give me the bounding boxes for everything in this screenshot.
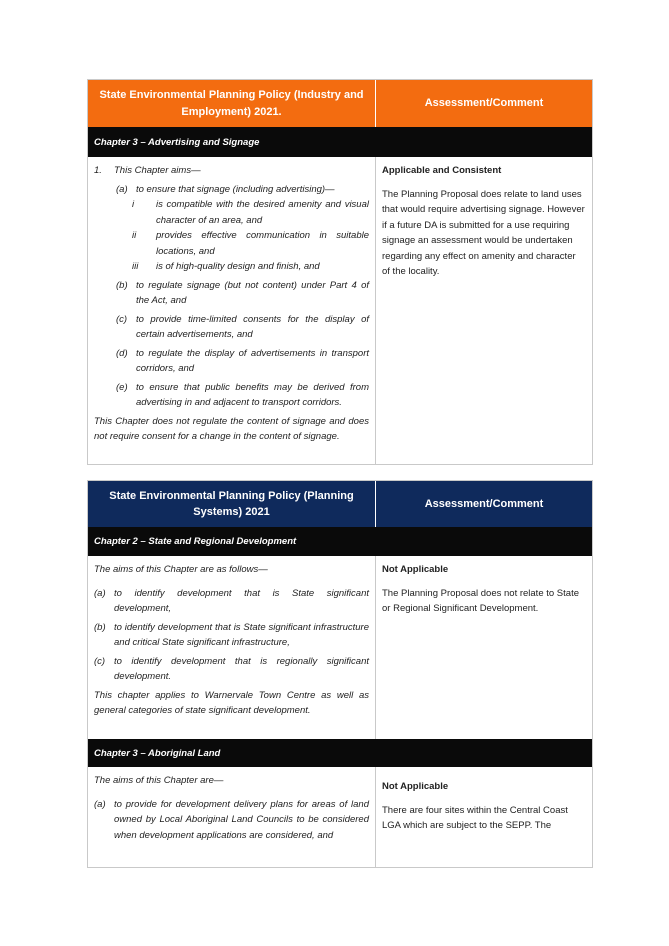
list-item [116,346,369,377]
list-text: to ensure that signage (including advertising)— [136,183,335,195]
assessment-cell [376,767,592,867]
list-marker: (c) [94,655,106,667]
list-marker: (a) [94,587,106,599]
list-text: This Chapter aims— [114,165,201,176]
assessment-verdict: Applicable and Consistent [382,165,502,176]
list-text: to provide time-limited consents for the display of certain advertisements, and [136,313,369,340]
list-marker: (c) [116,313,128,325]
list-marker: ii [132,230,137,241]
table-row [88,157,592,464]
table-row [88,556,592,739]
list-text: to identify development that is State significant infrastructure and critical State significant infrastructure, [114,621,369,648]
assessment-comment: The Planning Proposal does not relate to State or Regional Significant Development. [382,587,579,614]
list-item [116,312,369,343]
sub-list-item [132,259,369,275]
closing-paragraph: This Chapter does not regulate the content of signage and does not require consent for a change in the content of signage. [94,415,369,442]
list-text: to regulate signage (but not content) under Part 4 of the Act, and [136,279,369,306]
assessment-comment: There are four sites within the Central Coast LGA which are subject to the SEPP. The [382,804,568,831]
sub-list-item [132,228,369,259]
list-item [94,654,369,685]
policy-text-cell [88,767,376,867]
assessment-verdict: Not Applicable [382,564,449,575]
list-text: to regulate the display of advertisements in transport corridors, and [136,347,369,374]
header-policy-title: State Environmental Planning Policy (Planning Systems) 2021 [88,481,376,527]
list-item [116,278,369,309]
list-text: provides effective communication in suitable locations, and [156,230,369,257]
assessment-cell [376,556,592,739]
list-marker: (e) [116,381,128,393]
header-policy-title: State Environmental Planning Policy (Industry and Employment) 2021. [88,80,376,127]
table-header [88,80,592,127]
assessment-verdict: Not Applicable [382,781,449,792]
list-marker: (b) [116,279,128,291]
header-assessment: Assessment/Comment [424,497,544,510]
list-item [94,586,369,617]
list-text: is compatible with the desired amenity and visual character of an area, and [156,199,369,226]
chapter-intro: The aims of this Chapter are as follows— [94,564,268,575]
chapter-heading: Chapter 3 – Aboriginal Land [88,739,592,767]
assessment-cell [376,157,592,464]
list-text: is of high-quality design and finish, and [156,261,320,272]
list-item [116,182,369,198]
list-text: to identify development that is regionally significant development. [114,655,369,682]
list-item [94,620,369,651]
list-marker: (a) [94,798,106,810]
policy-text-cell [88,157,376,464]
sub-list-item [132,197,369,228]
chapter-heading: Chapter 2 – State and Regional Development [88,527,592,556]
sepp-planning-systems-table [87,480,593,868]
assessment-comment: The Planning Proposal does relate to land uses that would require advertising signage. However if a future DA is submitted for a use requiring signage an assessment would be undertaken regarding any effect on amenity and character of the locality. [382,188,585,277]
list-item [94,797,369,844]
list-marker: (b) [94,621,106,633]
list-marker: i [132,199,135,210]
chapter-heading: Chapter 3 – Advertising and Signage [88,127,592,157]
list-item [94,163,369,179]
list-text: to provide for development delivery plans for areas of land owned by Local Aboriginal Land Councils to be considered when development applications are considered, and [114,798,369,841]
list-marker: (a) [116,183,128,195]
sepp-industry-table [87,79,593,465]
policy-text-cell [88,556,376,739]
table-header [88,481,592,527]
list-text: to identify development that is State significant development, [114,587,369,614]
list-item [116,380,369,411]
table-row [88,767,592,867]
list-marker: (d) [116,347,128,359]
header-assessment: Assessment/Comment [424,97,544,110]
closing-paragraph: This chapter applies to Warnervale Town Centre as well as general categories of state significant development. [94,689,369,716]
list-marker: 1. [94,165,102,176]
list-marker: iii [132,261,139,272]
list-text: to ensure that public benefits may be derived from advertising in and adjacent to transport corridors. [136,381,369,408]
chapter-intro: The aims of this Chapter are— [94,775,224,786]
